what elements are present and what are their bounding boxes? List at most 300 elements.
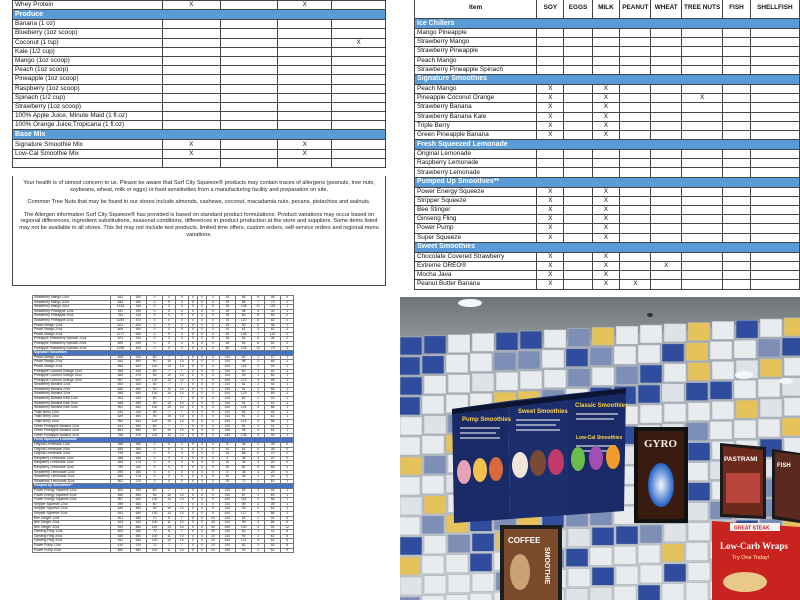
allergen-mark	[750, 38, 799, 47]
allergen-mark	[620, 130, 651, 139]
nutrition-value: 1318	[111, 305, 131, 310]
allergen-mark	[651, 168, 682, 177]
nutrition-value: 0	[163, 346, 176, 351]
nutrition-value: 0	[188, 378, 197, 383]
nutrition-value: 0	[188, 401, 197, 406]
nutrition-value: 0	[188, 369, 197, 374]
allergen-mark	[278, 47, 332, 56]
nutrition-value: 1	[252, 488, 265, 493]
nutrition-value: 35	[219, 337, 235, 342]
wraps-text: Low-Carb Wraps	[720, 541, 788, 551]
nutrition-value: 0	[207, 318, 220, 323]
allergen-mark	[750, 29, 799, 38]
gyro-sign	[634, 427, 688, 523]
nutrition-value: 60	[146, 355, 162, 360]
nutrition-value: 0	[207, 470, 220, 475]
nutrition-value: 100	[146, 548, 162, 553]
nutrition-value: 310	[130, 314, 146, 319]
allergen-mark: X	[592, 196, 620, 205]
nutrition-value: 0	[207, 364, 220, 369]
nutrition-value: 45	[219, 341, 235, 346]
nutrition-value: 7	[175, 516, 188, 521]
table-row	[415, 112, 800, 121]
nutrition-value: 621	[111, 323, 131, 328]
nutrition-value: 8	[163, 530, 176, 535]
wraps-sign	[712, 521, 800, 600]
allergen-mark	[750, 168, 799, 177]
nutrition-value: 44	[236, 443, 252, 448]
nutrition-value: 1	[252, 530, 265, 535]
nutrition-value: 0	[197, 406, 206, 411]
nutrition-value: 5	[252, 323, 265, 328]
table-row	[13, 29, 386, 38]
nutrition-value: 200	[130, 296, 146, 301]
allergen-mark	[723, 65, 750, 74]
wall-tile	[758, 379, 780, 397]
wall-tile	[470, 553, 492, 571]
nutrition-value: 82	[265, 539, 281, 544]
nutrition-value: 66	[236, 296, 252, 301]
nutrition-value: 7	[175, 355, 188, 360]
nutrition-value: 4	[252, 420, 265, 425]
wall-tile	[734, 420, 756, 438]
wall-tile	[614, 546, 636, 564]
nutrition-value: 90	[146, 415, 162, 420]
nutrition-value: 38	[236, 456, 252, 461]
allergen-mark: X	[592, 224, 620, 233]
allergen-mark	[620, 47, 651, 56]
nutrition-value: 61	[236, 383, 252, 388]
wall-tile	[640, 405, 662, 423]
wall-tile	[688, 563, 710, 581]
wall-tile	[424, 456, 446, 474]
nutrition-value: 220	[219, 544, 235, 549]
nutrition-value: 99	[236, 521, 252, 526]
allergen-mark	[681, 252, 722, 261]
allergen-mark	[681, 215, 722, 224]
table-row	[415, 121, 800, 130]
allergen-mark	[750, 159, 799, 168]
nutrition-value: 14	[175, 525, 188, 530]
nutrition-value: 0	[252, 443, 265, 448]
wall-tile	[520, 331, 542, 349]
nutrition-value: 95	[236, 507, 252, 512]
allergen-mark	[723, 103, 750, 112]
allergen-mark	[564, 215, 592, 224]
empty-cell	[332, 158, 386, 167]
nutrition-value: 230	[219, 530, 235, 535]
nutrition-value: 0	[281, 470, 294, 475]
item-name: Power Energy Squeeze	[415, 187, 537, 196]
nutrition-value: 44	[265, 410, 281, 415]
nutrition-value: 300	[130, 424, 146, 429]
nutrition-value: 0	[188, 300, 197, 305]
wall-tile	[472, 573, 494, 591]
nutrition-value: 220	[219, 424, 235, 429]
wall-tile	[662, 384, 684, 402]
nutrition-value: 14	[163, 525, 176, 530]
item-name: Original Lemonade 12oz	[33, 443, 111, 448]
item-name: Ginseng Fling 20oz	[33, 534, 111, 539]
table-row	[415, 150, 800, 159]
allergen-mark	[220, 20, 278, 29]
section-title: Fresh Squeezed Lemonade	[415, 140, 800, 150]
wall-tile	[400, 397, 420, 415]
nutrition-value: 44	[265, 488, 281, 493]
nutrition-value: 0	[163, 337, 176, 342]
allergen-mark	[332, 84, 386, 93]
nutrition-value: 10	[163, 360, 176, 365]
item-name: Strawberry Mango 20oz	[33, 300, 111, 305]
nutrition-value: 0	[146, 328, 162, 333]
nutrition-value: 0	[163, 318, 176, 323]
nutrition-value: 10	[175, 493, 188, 498]
blue-lamp	[648, 463, 674, 507]
nutrition-value: 38	[265, 447, 281, 452]
allergen-mark: X	[592, 206, 620, 215]
allergen-mark	[537, 56, 564, 65]
allergen-mark	[564, 261, 592, 270]
allergen-mark	[723, 261, 750, 270]
nutrition-value: 0	[207, 332, 220, 337]
nutrition-value: 0	[188, 447, 197, 452]
wall-tile	[424, 536, 446, 554]
nutrition-value: 0	[207, 374, 220, 379]
item-name: Bee Stinger 12oz	[33, 516, 111, 521]
nutrition-value: 649	[111, 507, 131, 512]
nutrition-value: 2	[281, 332, 294, 337]
item-name: Triple Berry 20oz	[33, 415, 111, 420]
nutrition-value: 88	[265, 498, 281, 503]
nutrition-value: 1	[281, 479, 294, 484]
wall-tile	[448, 375, 470, 393]
nutrition-value: 130	[146, 511, 162, 516]
table-row	[13, 102, 386, 111]
nutrition-value: 1	[281, 488, 294, 493]
allergen-mark	[620, 187, 651, 196]
nutrition-value: 44	[236, 461, 252, 466]
table-row	[415, 261, 800, 270]
nutrition-value: 288	[111, 456, 131, 461]
item-name: Pineapple Strawberry Spinach 20oz	[33, 341, 111, 346]
nutrition-value: 7	[175, 502, 188, 507]
nutrition-value: 260	[130, 452, 146, 457]
item-name: Strawberry Pineapple 12oz	[33, 309, 111, 314]
nutrition-value: 0	[175, 465, 188, 470]
wall-tile	[448, 535, 470, 553]
nutrition-value: 1	[252, 369, 265, 374]
nutrition-value: 0	[207, 309, 220, 314]
table-row	[13, 149, 386, 158]
nutrition-value: 84	[236, 300, 252, 305]
nutrition-value: 0	[197, 443, 206, 448]
wall-tile	[664, 564, 686, 582]
nutrition-value: 0	[197, 360, 206, 365]
allergen-mark: X	[162, 140, 220, 149]
allergen-mark	[651, 187, 682, 196]
table-row	[415, 159, 800, 168]
nutrition-value: 455	[111, 447, 131, 452]
nutrition-value: 0	[281, 443, 294, 448]
allergen-mark	[651, 94, 682, 103]
nutrition-value: 648	[111, 401, 131, 406]
nutrition-value: 210	[219, 355, 235, 360]
wall-tile	[712, 401, 734, 419]
table-row	[415, 252, 800, 261]
allergen-mark	[651, 215, 682, 224]
wall-tile	[400, 477, 420, 495]
nutrition-value: 63	[236, 341, 252, 346]
nutrition-value: 952	[111, 420, 131, 425]
nutrition-value: 7	[175, 424, 188, 429]
nutrition-value: 100	[146, 521, 162, 526]
nutrition-value: 0	[207, 305, 220, 310]
nutrition-value: 48	[236, 309, 252, 314]
item-name: Mango Pineapple	[415, 29, 537, 38]
allergen-mark	[564, 47, 592, 56]
header-allergen: FISH	[723, 0, 750, 19]
nutrition-value: 470	[130, 318, 146, 323]
nutrition-value: 210	[219, 369, 235, 374]
item-name: Strawberry (1oz scoop)	[13, 102, 163, 111]
nutrition-value: 90	[146, 507, 162, 512]
allergen-mark	[620, 224, 651, 233]
header-allergen: TREE NUTS	[681, 0, 722, 19]
allergen-mark: X	[592, 112, 620, 121]
nutrition-value: 941	[111, 525, 131, 530]
nutrition-value: 90	[146, 429, 162, 434]
wall-tile	[688, 523, 710, 541]
nutrition-value: 0	[197, 502, 206, 507]
wall-tile	[446, 355, 468, 373]
wall-tile	[760, 359, 782, 377]
section-title: Base Mix	[13, 130, 386, 140]
nutrition-value: 38	[236, 470, 252, 475]
allergen-mark	[750, 56, 799, 65]
allergen-mark: X	[537, 94, 564, 103]
nutrition-value: 663	[111, 429, 131, 434]
nutrition-value: 7	[163, 410, 176, 415]
allergen-mark: X	[537, 233, 564, 242]
nutrition-value: 0	[188, 392, 197, 397]
wall-tile	[784, 358, 800, 376]
allergen-mark	[537, 168, 564, 177]
nutrition-value: 0	[146, 318, 162, 323]
nutrition-value: 440	[130, 346, 146, 351]
nutrition-value: 90	[265, 433, 281, 438]
allergen-mark	[681, 280, 722, 289]
nutrition-value: 14	[163, 511, 176, 516]
nutrition-value: 44	[265, 516, 281, 521]
nutrition-value: 13	[175, 433, 188, 438]
wall-tile	[472, 373, 494, 391]
wall-tile	[400, 337, 422, 355]
nutrition-value: 0	[197, 314, 206, 319]
allergen-mark: X	[537, 112, 564, 121]
nutrition-value: 1298	[111, 346, 131, 351]
wall-tile	[448, 575, 470, 593]
allergen-mark	[592, 47, 620, 56]
allergen-mark	[564, 168, 592, 177]
allergen-mark	[278, 29, 332, 38]
nutrition-value: 0	[188, 475, 197, 480]
nutrition-value: 2	[252, 424, 265, 429]
nutrition-value: 2	[252, 364, 265, 369]
wall-tile	[470, 353, 492, 371]
nutrition-value: 0	[188, 530, 197, 535]
allergen-mark	[537, 65, 564, 74]
nutrition-value: 86	[265, 406, 281, 411]
wall-tile	[640, 325, 662, 343]
allergen-mark	[278, 93, 332, 102]
nutrition-value: 60	[146, 410, 162, 415]
nutrition-value: 320	[130, 465, 146, 470]
item-name: Triple Berry	[415, 121, 537, 130]
allergen-mark: X	[162, 149, 220, 158]
header-item: Item	[415, 0, 537, 19]
nutrition-value: 1	[281, 374, 294, 379]
wall-tile	[400, 577, 422, 595]
nutrition-value: 420	[219, 406, 235, 411]
item-name: Strawberry Pineapple 20oz	[33, 314, 111, 319]
wall-tile	[686, 503, 708, 521]
nutrition-value: 0	[188, 479, 197, 484]
nutrition-value: 0	[146, 305, 162, 310]
nutrition-value: 0	[175, 341, 188, 346]
item-name: Banana (1 oz)	[13, 20, 163, 29]
nutrition-value: 0	[197, 429, 206, 434]
allergen-mark	[220, 29, 278, 38]
wall-tile	[592, 567, 614, 585]
nutrition-value: 0	[175, 332, 188, 337]
nutrition-value: 0	[188, 364, 197, 369]
nutrition-value: 0	[207, 323, 220, 328]
nutrition-value: 4	[252, 433, 265, 438]
nutrition-value: 10	[175, 415, 188, 420]
wall-tile	[688, 483, 710, 501]
allergen-mark	[537, 47, 564, 56]
nutrition-value: 93	[236, 374, 252, 379]
nutrition-value: 0	[197, 461, 206, 466]
nutrition-value: 1	[281, 360, 294, 365]
wall-tile	[664, 364, 686, 382]
coffee-smoothie-poster	[500, 525, 562, 600]
nutrition-value: 270	[130, 479, 146, 484]
allergen-mark: X	[592, 121, 620, 130]
allergen-mark	[750, 47, 799, 56]
nutrition-value: 642	[111, 360, 131, 365]
item-name: Stripper Squeeze 20oz	[33, 507, 111, 512]
nutrition-value: 0	[207, 420, 220, 425]
nutrition-value: 20	[265, 470, 281, 475]
nutrition-value: 40	[265, 369, 281, 374]
nutrition-value: 12	[281, 525, 294, 530]
nutrition-value: 955	[111, 392, 131, 397]
nutrition-value: 0	[197, 525, 206, 530]
nutrition-value: 7	[252, 332, 265, 337]
nutrition-value: 310	[130, 355, 146, 360]
nutrition-value: 3	[252, 511, 265, 516]
nutrition-value: 0	[197, 479, 206, 484]
nutrition-value: 510	[130, 521, 146, 526]
nutrition-value: 0	[207, 341, 220, 346]
allergen-mark: X	[537, 196, 564, 205]
allergen-mark	[681, 187, 722, 196]
allergen-mark	[651, 271, 682, 280]
allergen-mark	[537, 38, 564, 47]
nutrition-value: 1	[281, 498, 294, 503]
allergen-mark: X	[278, 140, 332, 149]
nutrition-value: 13	[163, 498, 176, 503]
nutrition-value: 10	[175, 360, 188, 365]
table-row	[415, 196, 800, 205]
allergen-mark	[564, 159, 592, 168]
allergen-mark	[651, 130, 682, 139]
nutrition-value: 310	[219, 387, 235, 392]
item-name: 100% Apple Juice, Minute Maid (1 fl.oz)	[13, 112, 163, 121]
nutrition-value: 1	[252, 374, 265, 379]
section-title: Pumped Up Smoothies**	[33, 484, 294, 489]
allergen-mark	[681, 130, 722, 139]
item-name: Original Lemonade	[415, 150, 537, 159]
item-name: Peach Mango 12oz	[33, 355, 111, 360]
allergen-mark	[564, 56, 592, 65]
nutrition-value: 47	[265, 355, 281, 360]
allergen-mark	[592, 56, 620, 65]
wall-tile	[760, 319, 782, 337]
allergen-mark	[220, 66, 278, 75]
nutrition-value: 404	[111, 397, 131, 402]
nutrition-value: 38	[265, 323, 281, 328]
nutrition-value: 127	[236, 511, 252, 516]
nutrition-value: 7	[163, 397, 176, 402]
allergen-mark	[620, 84, 651, 93]
nutrition-value: 7	[163, 355, 176, 360]
allergen-mark	[278, 20, 332, 29]
allergen-mark	[723, 38, 750, 47]
item-name: Raspberry Lemonade	[415, 159, 537, 168]
allergen-mark: X	[537, 130, 564, 139]
allergen-mark	[278, 75, 332, 84]
wall-tile	[422, 556, 444, 574]
nutrition-value: 1	[281, 502, 294, 507]
nutrition-value: 14	[163, 406, 176, 411]
nutrition-value: 140	[146, 525, 162, 530]
allergen-mark	[651, 112, 682, 121]
allergen-mark: X	[681, 94, 722, 103]
nutrition-value: 0	[197, 424, 206, 429]
allergen-mark: X	[162, 1, 220, 10]
allergen-mark: X	[278, 1, 332, 10]
nutrition-value: 0	[188, 456, 197, 461]
nutrition-value: 0	[197, 544, 206, 549]
wall-tile	[446, 595, 468, 600]
nutrition-value: 60	[219, 346, 235, 351]
allergen-mark	[681, 103, 722, 112]
nutrition-value: 60	[146, 369, 162, 374]
item-name: Peanut Butter Banana	[415, 280, 537, 289]
nutrition-value: 86	[265, 511, 281, 516]
nutrition-value: 350	[130, 530, 146, 535]
nutrition-value: 420	[219, 364, 235, 369]
nutrition-value: 0	[197, 401, 206, 406]
allergen-mark	[750, 94, 799, 103]
nutrition-value: 488	[111, 475, 131, 480]
nutrition-value: 138	[236, 305, 252, 310]
wall-tile	[686, 543, 708, 561]
nutrition-value: 40	[265, 544, 281, 549]
great-steak-text: GREAT STEAK	[734, 525, 770, 532]
